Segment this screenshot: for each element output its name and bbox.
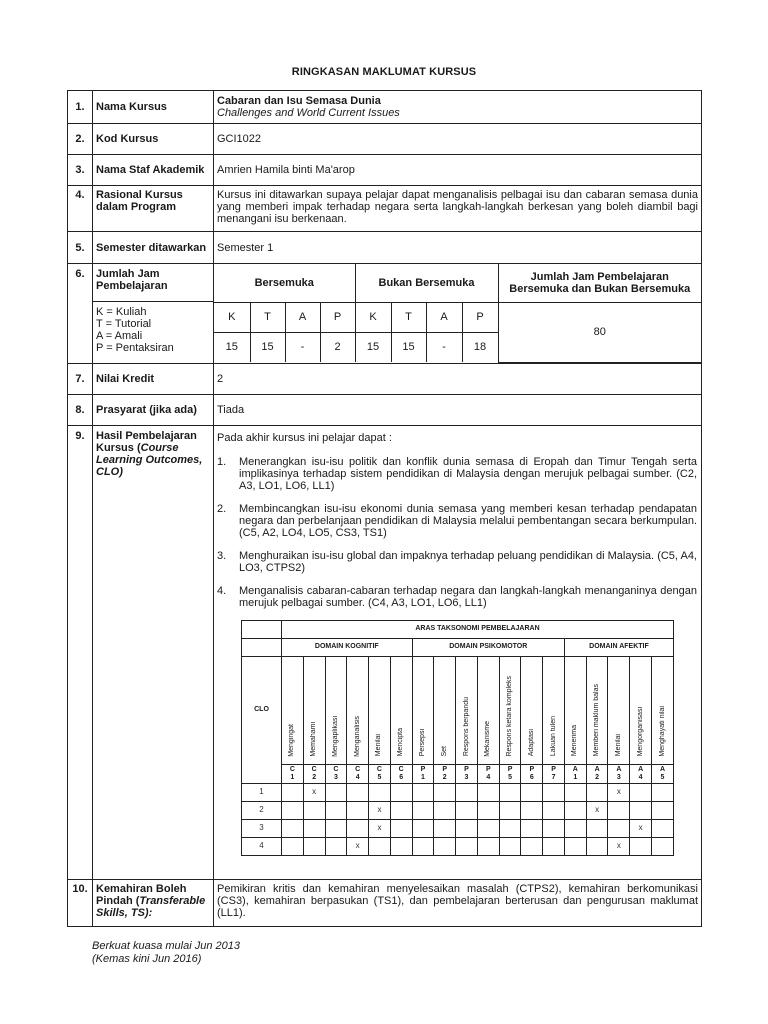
taxonomy-mark: [564, 819, 586, 837]
clo-number: 3.: [217, 549, 227, 562]
taxonomy-mark: [521, 783, 543, 801]
taxonomy-mark: [390, 837, 412, 855]
course-rationale: Kursus ini ditawarkan supaya pelajar dapat menganalisis pelbagai isu dan cabaran semasa dunia yang memberi impak terhadap negara serta langkah-langkah berkesan yang boleh diambil bagi menangani isu berkenaan.: [214, 186, 702, 232]
hours-value: 15: [391, 332, 426, 362]
taxonomy-mark: x: [586, 801, 608, 819]
taxonomy-mark: [564, 783, 586, 801]
taxonomy-mark: [412, 837, 434, 855]
hours-value: 15: [355, 332, 391, 362]
row-label: [93, 425, 214, 879]
clo-content: [214, 425, 702, 879]
taxonomy-mark: [608, 801, 630, 819]
level-header: [347, 656, 369, 764]
level-name: Menganalisis: [353, 715, 361, 757]
level-header: [325, 656, 347, 764]
taxonomy-mark: [652, 837, 674, 855]
hours-value: 15: [214, 332, 250, 362]
row-label: Prasyarat (jika ada): [93, 394, 214, 425]
taxonomy-mark: [543, 801, 565, 819]
taxonomy-mark: [521, 837, 543, 855]
taxonomy-mark: [347, 801, 369, 819]
level-name: Mekanisme: [484, 720, 492, 757]
taxonomy-mark: [456, 783, 478, 801]
taxonomy-mark: [303, 819, 325, 837]
taxonomy-mark: [303, 801, 325, 819]
jam-label-cell: [93, 264, 214, 364]
level-header: [564, 656, 586, 764]
taxonomy-mark: [303, 837, 325, 855]
tax-empty-corner: [242, 638, 282, 656]
level-code: P 5: [499, 764, 521, 783]
level-header: [630, 656, 652, 764]
taxonomy-mark: [390, 819, 412, 837]
taxonomy-mark: [456, 819, 478, 837]
semester-value: Semester 1: [214, 232, 702, 264]
taxonomy-mark: [282, 837, 304, 855]
row-number: 9.: [68, 425, 93, 879]
clo-list: [217, 456, 698, 609]
jam-grid-cell: [214, 264, 702, 364]
clo-number: 4: [242, 837, 282, 855]
taxonomy-mark: x: [347, 837, 369, 855]
course-info-table: [67, 90, 702, 927]
row-kemahiran: [68, 879, 702, 926]
taxonomy-mark: [412, 801, 434, 819]
taxonomy-mark: [412, 783, 434, 801]
clo-text: Menghuraikan isu-isu global dan impaknya terhadap peluang pendidikan di Malaysia. (C5, A4, LO3, CTPS2): [239, 549, 697, 574]
level-code: P 3: [456, 764, 478, 783]
code-p: P: [320, 302, 355, 332]
row-number: 2.: [68, 124, 93, 155]
level-code: P 6: [521, 764, 543, 783]
hours-value: -: [285, 332, 320, 362]
clo-number: 1.: [217, 455, 227, 468]
clo-number: 3: [242, 819, 282, 837]
row-label: Kod Kursus: [93, 124, 214, 155]
level-header: [282, 656, 304, 764]
course-code: GCI1022: [214, 124, 702, 155]
domain-kognitif: DOMAIN KOGNITIF: [282, 638, 413, 656]
level-code: A 4: [630, 764, 652, 783]
taxonomy-mark: [369, 783, 391, 801]
row-rasional: [68, 186, 702, 232]
taxonomy-mark: [543, 783, 565, 801]
hours-value: 15: [250, 332, 285, 362]
taxonomy-mark: x: [303, 783, 325, 801]
level-name: Respons berpandu: [462, 697, 470, 757]
level-code: P 2: [434, 764, 456, 783]
level-name: Respons ketara kompleks: [506, 675, 514, 757]
taxonomy-mark: [282, 783, 304, 801]
credit-value: 2: [214, 363, 702, 394]
clo-intro: Pada akhir kursus ini pelajar dapat :: [217, 431, 392, 444]
taxonomy-mark: [499, 801, 521, 819]
clo-header: CLO: [242, 656, 282, 783]
level-code: P 1: [412, 764, 434, 783]
jam-legend: [93, 302, 213, 354]
code-t: T: [250, 302, 285, 332]
prerequisite-value: Tiada: [214, 394, 702, 425]
clo-number: 4.: [217, 584, 227, 597]
level-name: Memberi maklum balas: [593, 684, 601, 757]
clo-text: Membincangkan isu-isu ekonomi dunia semasa yang memberi kesan terhadap pendapatan negara dan perbelanjaan pendidikan di Malaysia melalui pembentangan secara berkumpulan. (C5, A2, LO4, LO5, CS3, TS1): [239, 502, 697, 539]
taxonomy-mark: [325, 801, 347, 819]
taxonomy-title: ARAS TAKSONOMI PEMBELAJARAN: [282, 620, 674, 638]
level-code: A 2: [586, 764, 608, 783]
group-bersemuka: Bersemuka: [214, 264, 355, 302]
taxonomy-mark: [434, 837, 456, 855]
taxonomy-mark: [347, 783, 369, 801]
row-prasyarat: [68, 394, 702, 425]
level-header: [303, 656, 325, 764]
taxonomy-mark: [543, 819, 565, 837]
effective-date: Berkuat kuasa mulai Jun 2013: [92, 940, 240, 952]
tax-empty-corner: [242, 620, 282, 638]
taxonomy-mark: [652, 819, 674, 837]
level-name: Mencipta: [397, 728, 405, 757]
row-semester: [68, 232, 702, 264]
taxonomy-mark: [282, 801, 304, 819]
hours-value: 2: [320, 332, 355, 362]
taxonomy-mark: x: [608, 783, 630, 801]
row-number: 1.: [68, 91, 93, 124]
taxonomy-mark: [521, 801, 543, 819]
code-a: A: [426, 302, 462, 332]
taxonomy-mark: [652, 783, 674, 801]
hours-value: -: [426, 332, 462, 362]
level-name: Mengorganisasi: [636, 707, 644, 757]
level-code: A 5: [652, 764, 674, 783]
level-name: Mengaplikasi: [331, 715, 339, 757]
level-header: [434, 656, 456, 764]
taxonomy-mark: [412, 819, 434, 837]
taxonomy-mark: x: [608, 837, 630, 855]
level-code: A 1: [564, 764, 586, 783]
code-k: K: [355, 302, 391, 332]
row-number: 6.: [68, 264, 93, 364]
domain-afektif: DOMAIN AFEKTIF: [564, 638, 673, 656]
clo-label-malay: Hasil Pembelajaran Kursus (: [96, 429, 197, 454]
taxonomy-mark: [477, 783, 499, 801]
level-name: Menilai: [614, 734, 622, 757]
taxonomy-mark: [434, 783, 456, 801]
legend-pentaksiran: P = Pentaksiran: [96, 342, 174, 354]
level-header: [499, 656, 521, 764]
taxonomy-data: [242, 783, 674, 855]
group-bukan-bersemuka: Bukan Bersemuka: [355, 264, 498, 302]
row-number: 10.: [68, 879, 93, 926]
taxonomy-mark: [652, 801, 674, 819]
row-number: 7.: [68, 363, 93, 394]
clo-number: 1: [242, 783, 282, 801]
taxonomy-mark: [325, 783, 347, 801]
course-name-english: Challenges and World Current Issues: [217, 107, 400, 119]
level-header: [390, 656, 412, 764]
level-name: Adaptasi: [527, 729, 535, 757]
level-name: Mengingat: [288, 723, 296, 757]
level-name: Lakuan tulen: [549, 716, 557, 757]
taxonomy-mark: [282, 819, 304, 837]
row-kod-kursus: [68, 124, 702, 155]
taxonomy-mark: [630, 837, 652, 855]
row-hasil-pembelajaran: [68, 425, 702, 879]
updated-date: (Kemas kini Jun 2016): [92, 953, 202, 965]
legend-amali: A = Amali: [96, 330, 143, 342]
taxonomy-mark: [586, 819, 608, 837]
taxonomy-mark: [586, 783, 608, 801]
taxonomy-mark: [499, 837, 521, 855]
clo-text: Menerangkan isu-isu politik dan konflik dunia semasa di Eropah dan Timur Tengah serta implikasinya terhadap sistem pendidikan di Malaysia dengan merujuk pelbagai sumber. (C2, A3, LO1, LO6, LL1): [239, 455, 697, 492]
row-nama-staf: [68, 155, 702, 186]
level-name: Menghayati nilai: [658, 705, 666, 757]
level-code: P 7: [543, 764, 565, 783]
row-label: Nilai Kredit: [93, 363, 214, 394]
level-header: [369, 656, 391, 764]
taxonomy-mark: [499, 819, 521, 837]
taxonomy-row: [242, 837, 674, 855]
taxonomy-mark: [390, 783, 412, 801]
taxonomy-mark: x: [369, 819, 391, 837]
transferable-skills-value: Pemikiran kritis dan kemahiran menyelesaikan masalah (CTPS2), kemahiran berkomunikasi (CS3), kemahiran berpasukan (TS1), dan pembelajaran berterusan dan pengurusan maklumat (LL1).: [214, 879, 702, 926]
taxonomy-row: [242, 819, 674, 837]
level-header: [586, 656, 608, 764]
row-number: 4.: [68, 186, 93, 232]
level-header: [412, 656, 434, 764]
clo-item-2: [217, 503, 698, 539]
row-number: 3.: [68, 155, 93, 186]
clo-number: 2: [242, 801, 282, 819]
taxonomy-mark: [521, 819, 543, 837]
level-code: C 2: [303, 764, 325, 783]
row-nilai-kredit: [68, 363, 702, 394]
level-code: C 4: [347, 764, 369, 783]
taxonomy-mark: x: [369, 801, 391, 819]
level-header: [521, 656, 543, 764]
taxonomy-mark: [586, 837, 608, 855]
taxonomy-table: [241, 620, 674, 856]
clo-item-4: [217, 585, 698, 609]
code-k: K: [214, 302, 250, 332]
taxonomy-row: [242, 801, 674, 819]
level-code: C 6: [390, 764, 412, 783]
ts-label-english: Transferable Skills, TS):: [96, 894, 206, 919]
taxonomy-row: [242, 783, 674, 801]
staff-name: Amrien Hamila binti Ma'arop: [214, 155, 702, 186]
row-jumlah-jam: [68, 264, 702, 364]
level-header: [608, 656, 630, 764]
level-code: A 3: [608, 764, 630, 783]
clo-item-1: [217, 456, 698, 492]
taxonomy-mark: [564, 801, 586, 819]
level-code: C 1: [282, 764, 304, 783]
taxonomy-mark: [434, 801, 456, 819]
jam-grid: [214, 264, 701, 363]
row-label: Jumlah Jam Pembelajaran: [93, 264, 213, 302]
level-header: [456, 656, 478, 764]
level-name: Persepsi: [418, 729, 426, 757]
hours-value: 18: [462, 332, 498, 362]
row-number: 5.: [68, 232, 93, 264]
taxonomy-mark: x: [630, 819, 652, 837]
level-name: Memahami: [310, 721, 318, 757]
row-number: 8.: [68, 394, 93, 425]
row-label: [93, 879, 214, 926]
page-title: RINGKASAN MAKLUMAT KURSUS: [291, 66, 477, 78]
taxonomy-mark: [499, 783, 521, 801]
taxonomy-mark: [630, 783, 652, 801]
domain-psikomotor: DOMAIN PSIKOMOTOR: [412, 638, 564, 656]
level-code: C 5: [369, 764, 391, 783]
course-name-cell: [214, 91, 702, 124]
level-header: [543, 656, 565, 764]
taxonomy-mark: [543, 837, 565, 855]
level-code: C 3: [325, 764, 347, 783]
taxonomy-mark: [325, 837, 347, 855]
clo-item-3: [217, 550, 698, 574]
code-t: T: [391, 302, 426, 332]
level-name: Menerima: [571, 725, 579, 757]
clo-number: 2.: [217, 502, 227, 515]
taxonomy-mark: [477, 801, 499, 819]
row-label: Semester ditawarkan: [93, 232, 214, 264]
footer: [92, 940, 240, 966]
row-label: Nama Kursus: [93, 91, 214, 124]
legend-kuliah: K = Kuliah: [96, 306, 147, 318]
legend-tutorial: T = Tutorial: [96, 318, 152, 330]
ts-label-malay: Kemahiran Boleh Pindah (: [96, 882, 187, 907]
taxonomy-mark: [630, 801, 652, 819]
level-name: Menilai: [375, 734, 383, 757]
clo-text: Menganalisis cabaran-cabaran terhadap negara dan langkah-langkah menanganinya dengan merujuk pelbagai sumber. (C4, A3, LO1, LO6, LL1): [239, 584, 697, 609]
level-name: Set: [440, 745, 448, 757]
clo-label-english: Course Learning Outcomes, CLO): [96, 441, 203, 478]
total-hours: 80: [498, 302, 701, 362]
taxonomy-mark: [477, 819, 499, 837]
taxonomy-mark: [347, 819, 369, 837]
taxonomy-mark: [390, 801, 412, 819]
course-name-malay: Cabaran dan Isu Semasa Dunia: [217, 95, 381, 107]
taxonomy-mark: [456, 837, 478, 855]
taxonomy-mark: [608, 819, 630, 837]
row-label: Rasional Kursus dalam Program: [93, 186, 214, 232]
taxonomy-mark: [564, 837, 586, 855]
level-header: [477, 656, 499, 764]
taxonomy-mark: [369, 837, 391, 855]
row-nama-kursus: [68, 91, 702, 124]
level-header: [652, 656, 674, 764]
taxonomy-mark: [477, 837, 499, 855]
level-code: P 4: [477, 764, 499, 783]
taxonomy-mark: [456, 801, 478, 819]
taxonomy-mark: [434, 819, 456, 837]
group-jumlah: Jumlah Jam Pembelajaran Bersemuka dan Bukan Bersemuka: [498, 264, 701, 302]
row-label: Nama Staf Akademik: [93, 155, 214, 186]
taxonomy-mark: [325, 819, 347, 837]
code-a: A: [285, 302, 320, 332]
code-p: P: [462, 302, 498, 332]
